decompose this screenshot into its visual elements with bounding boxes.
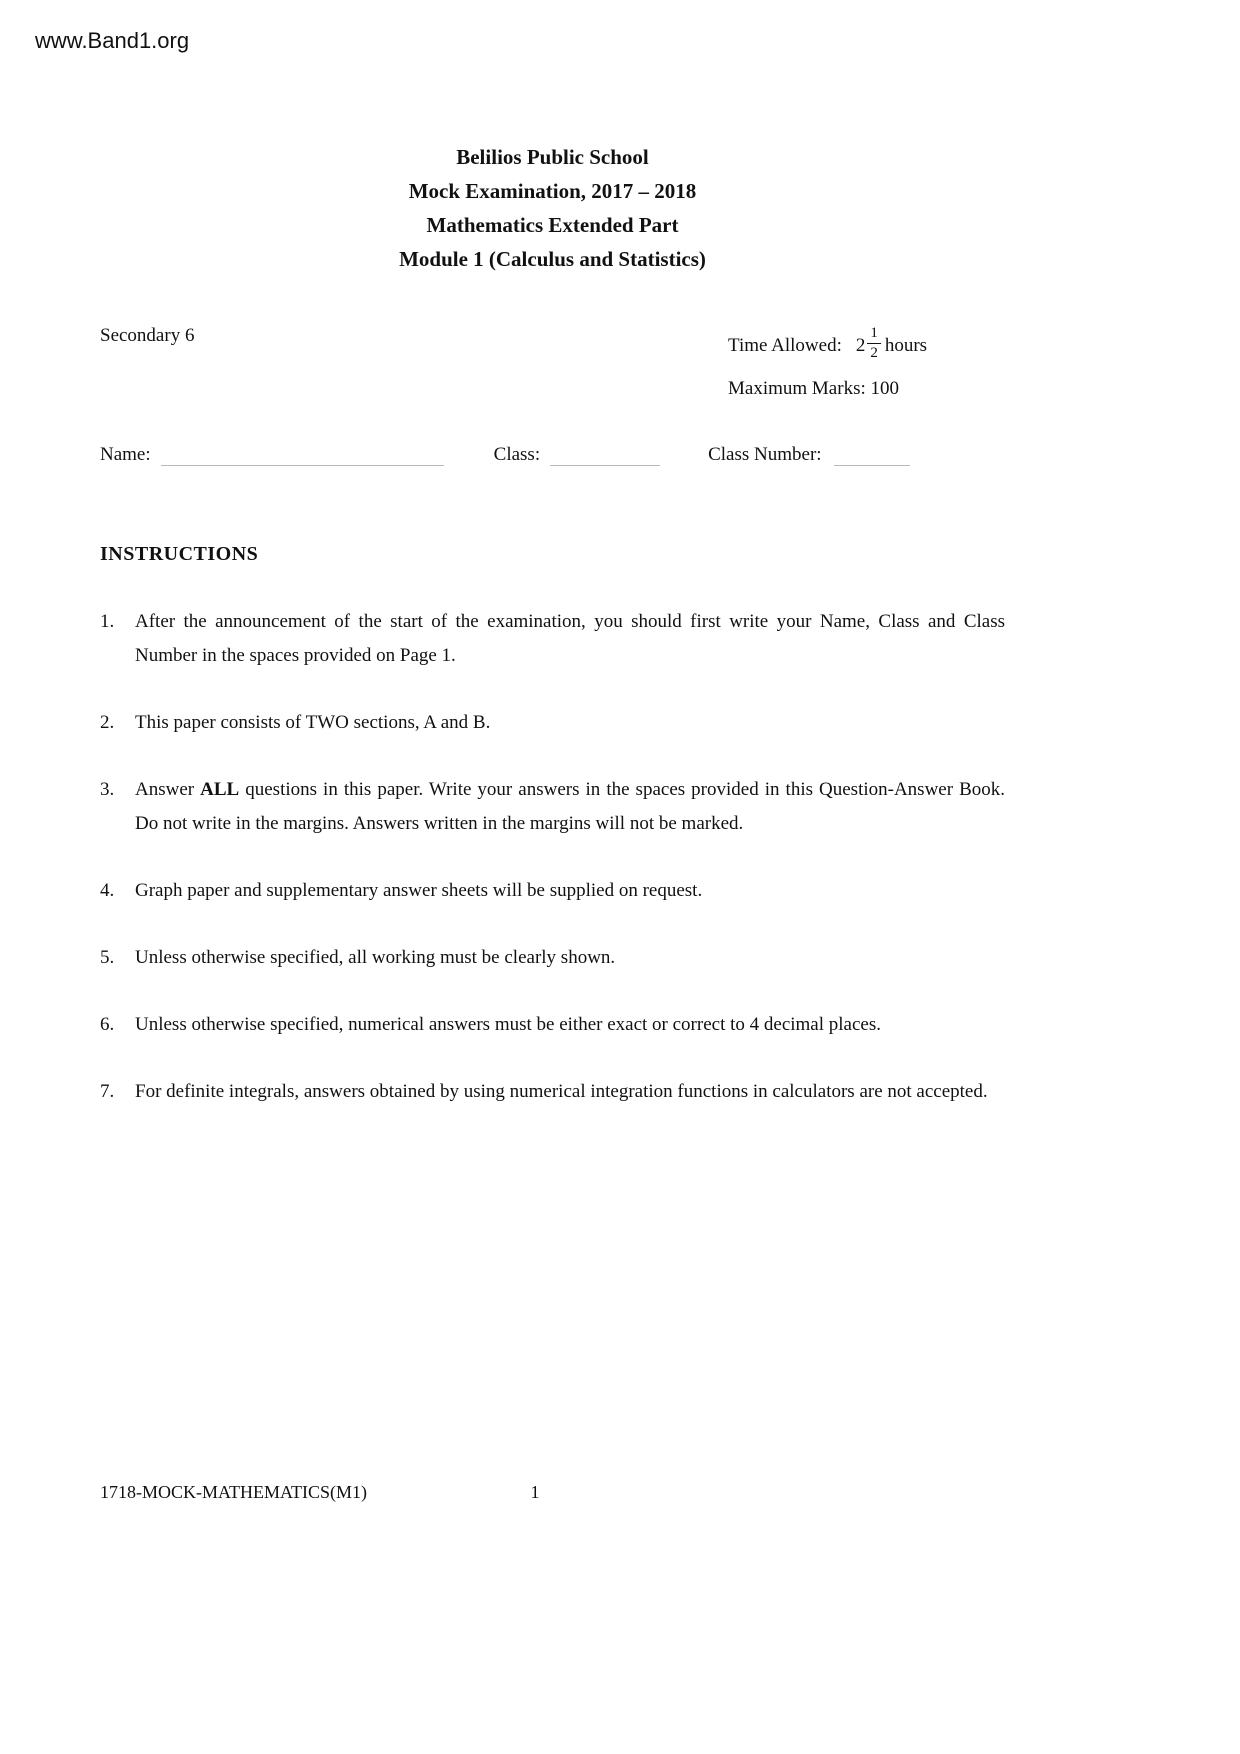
school-name: Belilios Public School <box>456 145 649 169</box>
exam-title: Mock Examination, 2017 – 2018 <box>408 179 697 203</box>
instruction-text <box>135 773 1005 841</box>
instruction-item-7 <box>100 1075 1005 1109</box>
time-allowed <box>728 325 927 369</box>
time-whole: 2 <box>855 335 866 357</box>
subject-title: Mathematics Extended Part <box>426 213 679 237</box>
fraction-numerator: 1 <box>867 325 881 344</box>
fraction-denominator: 2 <box>870 345 878 362</box>
instruction-text-rest: questions in this paper. Write your answers in the spaces provided in this Question-Answer Book. Do not write in the margins. Answers written in the margins will not be marked. <box>135 779 1006 834</box>
instruction-text-bold: ALL <box>200 779 240 800</box>
instruction-text: Graph paper and supplementary answer sheets will be supplied on request. <box>135 880 703 901</box>
site-watermark: www.Band1.org <box>35 28 190 53</box>
instruction-number: 3. <box>100 779 115 800</box>
footer-document-code: 1718-MOCK-MATHEMATICS(M1) <box>100 1482 368 1502</box>
instruction-text: Unless otherwise specified, all working must be clearly shown. <box>135 947 616 968</box>
class-blank-line <box>550 443 660 466</box>
class-number-blank-line <box>834 443 910 466</box>
instruction-text: This paper consists of TWO sections, A and B. <box>135 712 491 733</box>
name-label: Name: <box>100 443 151 465</box>
level-label: Secondary 6 <box>100 325 195 346</box>
title-block <box>100 140 1005 276</box>
instruction-item-4 <box>100 874 1005 908</box>
maximum-marks: Maximum Marks: 100 <box>728 378 899 399</box>
time-unit: hours <box>884 335 928 357</box>
footer-page-number: 1 <box>530 1482 540 1502</box>
instruction-number: 6. <box>100 1014 115 1035</box>
instruction-number: 2. <box>100 712 115 733</box>
instruction-item-2 <box>100 706 1005 740</box>
instructions-heading: INSTRUCTIONS <box>100 543 259 565</box>
module-title: Module 1 (Calculus and Statistics) <box>399 247 706 271</box>
instruction-item-6 <box>100 1008 1005 1042</box>
instruction-text: Unless otherwise specified, numerical answers must be either exact or correct to 4 decimal places. <box>135 1014 881 1035</box>
name-blank-line <box>161 443 444 466</box>
instruction-item-1 <box>100 605 1005 673</box>
instruction-number: 7. <box>100 1081 115 1102</box>
class-label: Class: <box>493 443 541 465</box>
time-fraction <box>867 325 881 363</box>
time-allowed-label: Time Allowed: <box>728 335 842 357</box>
identity-row <box>100 443 1005 466</box>
instruction-number: 1. <box>100 611 115 632</box>
instructions-list <box>100 605 1005 1142</box>
instruction-text-prefix: Answer <box>135 779 195 800</box>
instruction-number: 5. <box>100 947 115 968</box>
instruction-item-5 <box>100 941 1005 975</box>
instruction-text: After the announcement of the start of the examination, you should first write your Name, Class and Class Number in the spaces provided on Page 1. <box>135 611 1005 666</box>
instruction-text: For definite integrals, answers obtained by using numerical integration functions in calculators are not accepted. <box>135 1081 988 1102</box>
instruction-item-3 <box>100 773 1005 841</box>
instruction-number: 4. <box>100 880 115 901</box>
class-number-label: Class Number: <box>708 443 822 465</box>
